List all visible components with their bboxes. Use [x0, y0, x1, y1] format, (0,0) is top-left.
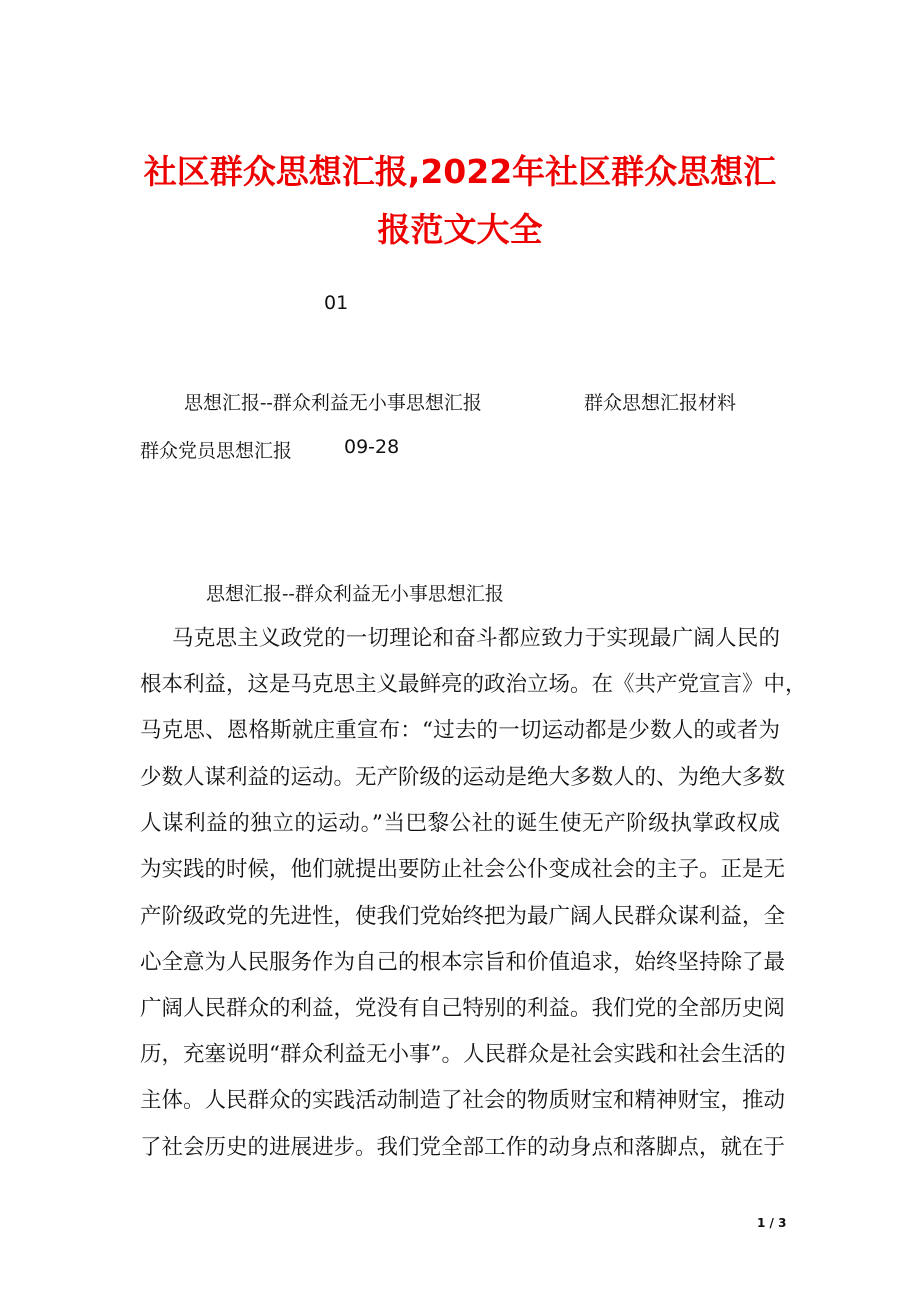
section-number: 01: [324, 292, 349, 314]
body-line: 少数人谋利益的运动。无产阶级的运动是绝大多数人的、为绝大多数: [140, 765, 786, 790]
document-title-line-2: 报范文大全: [377, 210, 543, 249]
related-link-3[interactable]: 群众党员思想汇报: [140, 440, 293, 462]
body-line: 产阶级政党的先进性，使我们党始终把为最广阔人民群众谋利益，全: [140, 904, 786, 929]
body-line: 马克思主义政党的一切理论和奋斗都应致力于实现最广阔人民的: [172, 626, 780, 651]
body-line: 了社会历史的进展进步。我们党全部工作的动身点和落脚点，就在于: [140, 1135, 786, 1160]
related-link-1[interactable]: 思想汇报--群众利益无小事思想汇报: [184, 392, 482, 414]
page-indicator: 1 / 3: [757, 1216, 787, 1230]
body-line: 根本利益，这是马克思主义最鲜亮的政治立场。在《共产党宣言》中，: [140, 672, 807, 697]
body-line: 主体。人民群众的实践活动制造了社会的物质财宝和精神财宝，推动: [140, 1088, 786, 1113]
related-date: 09-28: [344, 436, 400, 458]
body-line: 人谋利益的独立的运动。”当巴黎公社的诞生使无产阶级执掌政权成: [140, 811, 780, 836]
related-link-2[interactable]: 群众思想汇报材料: [584, 392, 737, 414]
body-line: 广阔人民群众的利益，党没有自己特别的利益。我们党的全部历史阅: [140, 996, 786, 1021]
body-line: 为实践的时候，他们就提出要防止社会公仆变成社会的主子。正是无: [140, 857, 786, 882]
article-heading: 思想汇报--群众利益无小事思想汇报: [206, 583, 504, 605]
body-line: 马克思、恩格斯就庄重宣布：“过去的一切运动都是少数人的或者为: [140, 718, 780, 743]
body-line: 历，充塞说明“群众利益无小事”。人民群众是社会实践和社会生活的: [140, 1042, 786, 1067]
document-title-line-1: 社区群众思想汇报,2022年社区群众思想汇: [143, 152, 777, 191]
body-line: 心全意为人民服务作为自己的根本宗旨和价值追求，始终坚持除了最: [140, 950, 786, 975]
